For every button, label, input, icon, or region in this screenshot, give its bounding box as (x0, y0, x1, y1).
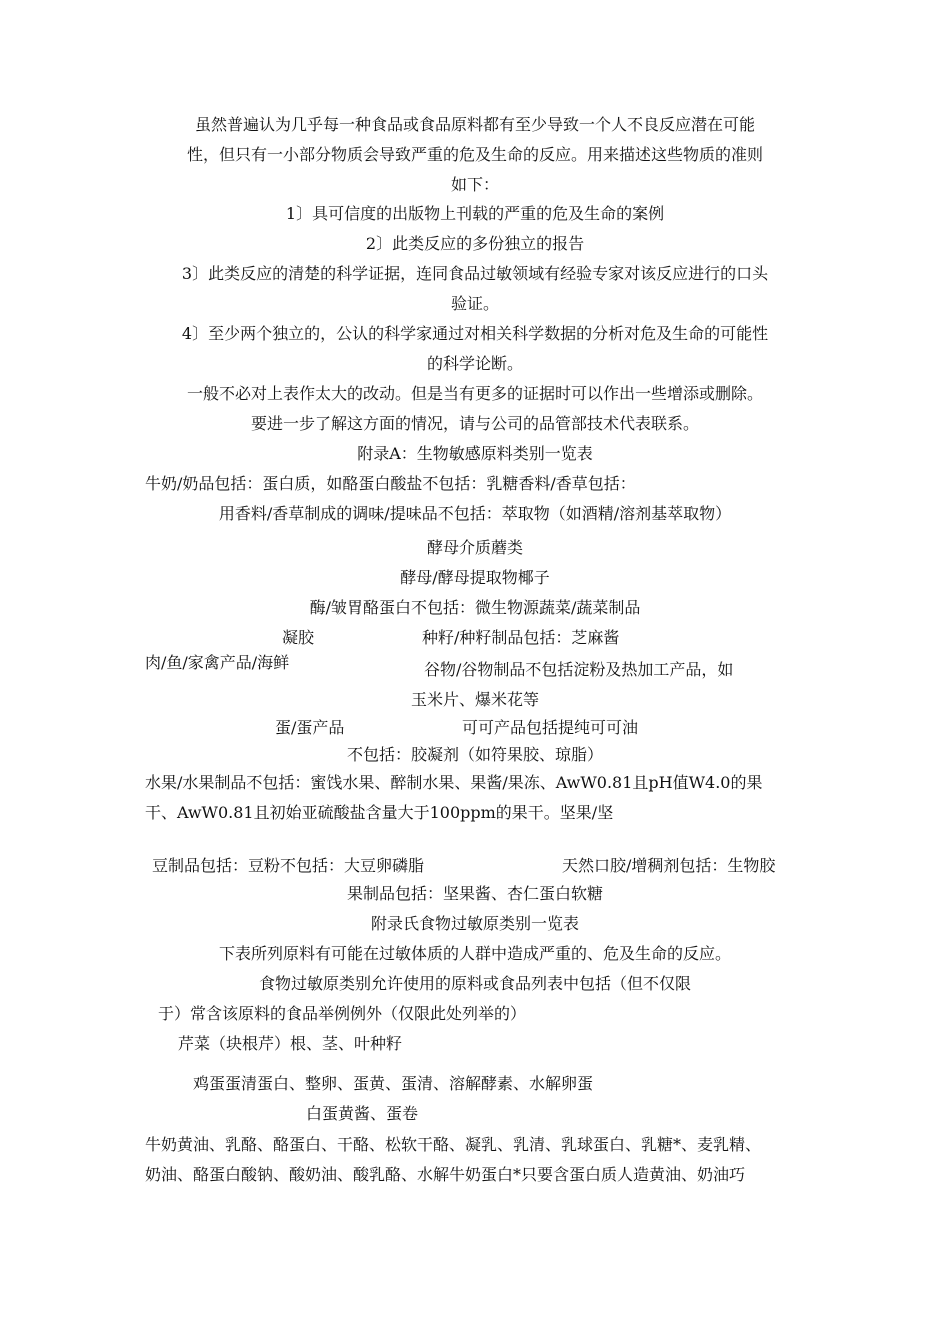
category-nuts: 果制品包括：坚果酱、杏仁蛋白软糖 (346, 884, 603, 903)
criterion-4-cont: 的科学论断。 (426, 354, 523, 373)
appendix-a-line-3: 酵母介质蘑类 (426, 538, 523, 557)
criterion-2: 2〕此类反应的多份独立的报告 (365, 234, 585, 253)
category-gel: 凝胶 (282, 628, 315, 647)
row-celery: 芹菜（块根芹）根、茎、叶种籽 (178, 1034, 403, 1053)
intro-line-1: 虽然普遍认为几乎每一种食品或食品原料都有至少导致一个人不良反应潜在可能 (194, 115, 755, 134)
fruit-line-1: 水果/水果制品不包括：蜜饯水果、醉制水果、果酱/果冻、AwW0.81且pH值W4.0的果 (145, 773, 763, 792)
row-milk-2: 奶油、酪蛋白酸钠、酸奶油、酸乳酪、水解牛奶蛋白*只要含蛋白质人造黄油、奶油巧 (145, 1165, 746, 1184)
category-grains-cont: 玉米片、爆米花等 (410, 690, 539, 709)
intro-line-2: 性，但只有一小部分物质会导致严重的危及生命的反应。用来描述这些物质的准则 (186, 145, 763, 164)
intro-line-3: 如下： (450, 175, 499, 194)
appendix-a-line-5: 酶/皱胃酪蛋白不包括：微生物源蔬菜/蔬菜制品 (309, 598, 641, 617)
category-cocoa: 可可产品包括提纯可可油 (462, 718, 639, 737)
category-gum: 天然口胶/增稠剂包括：生物胶 (562, 856, 776, 875)
criterion-1: 1〕具可信度的出版物上刊载的严重的危及生命的案例 (285, 204, 665, 223)
table-header-2: 于）常含该原料的食品举例例外（仅限此处列举的） (158, 1004, 527, 1023)
appendix-a-line-1: 牛奶/奶品包括：蛋白质，如酪蛋白酸盐不包括：乳糖香料/香草包括： (145, 474, 636, 493)
note-line-2: 要进一步了解这方面的情况，请与公司的品管部技术代表联系。 (250, 414, 699, 433)
category-soy: 豆制品包括：豆粉不包括：大豆卵磷脂 (152, 856, 425, 875)
criterion-4: 4〕至少两个独立的，公认的科学家通过对相关科学数据的分析对危及生命的可能性 (181, 324, 769, 343)
appendix-b-intro: 下表所列原料有可能在过敏体质的人群中造成严重的、危及生命的反应。 (218, 944, 731, 963)
category-egg: 蛋/蛋产品 (275, 718, 345, 737)
row-milk-1: 牛奶黄油、乳酪、酪蛋白、干酪、松软干酪、凝乳、乳清、乳球蛋白、乳糖*、麦乳精、 (145, 1135, 762, 1154)
table-header-1: 食物过敏原类别允许使用的原料或食品列表中包括（但不仅限 (258, 974, 691, 993)
criterion-3-cont: 验证。 (450, 294, 499, 313)
appendix-a-line-2: 用香料/香草制成的调味/提味品不包括：萃取物（如酒精/溶剂基萃取物） (218, 504, 732, 523)
appendix-a-title: 附录A：生物敏感原料类别一览表 (357, 444, 593, 463)
criterion-3: 3〕此类反应的清楚的科学证据，连同食品过敏领域有经验专家对该反应进行的口头 (181, 264, 769, 283)
row-egg-2: 白蛋黄酱、蛋卷 (306, 1104, 419, 1123)
note-line-1: 一般不必对上表作太大的改动。但是当有更多的证据时可以作出一些增添或删除。 (186, 384, 763, 403)
category-exclusions: 不包括：胶凝剂（如符果胶、琼脂） (346, 745, 603, 764)
category-seeds: 种籽/种籽制品包括：芝麻酱 (422, 628, 620, 647)
category-meat: 肉/鱼/家禽产品/海鲜 (145, 653, 290, 672)
appendix-b-title: 附录氏食物过敏原类别一览表 (370, 914, 579, 933)
row-egg-1: 鸡蛋蛋清蛋白、整卵、蛋黄、蛋清、溶解酵素、水解卵蛋 (193, 1074, 594, 1093)
fruit-line-2: 干、AwW0.81且初始亚硫酸盐含量大于100ppm的果干。坚果/坚 (145, 803, 614, 822)
category-grains: 谷物/谷物制品不包括淀粉及热加工产品，如 (424, 660, 734, 679)
appendix-a-line-4: 酵母/酵母提取物椰子 (400, 568, 550, 587)
